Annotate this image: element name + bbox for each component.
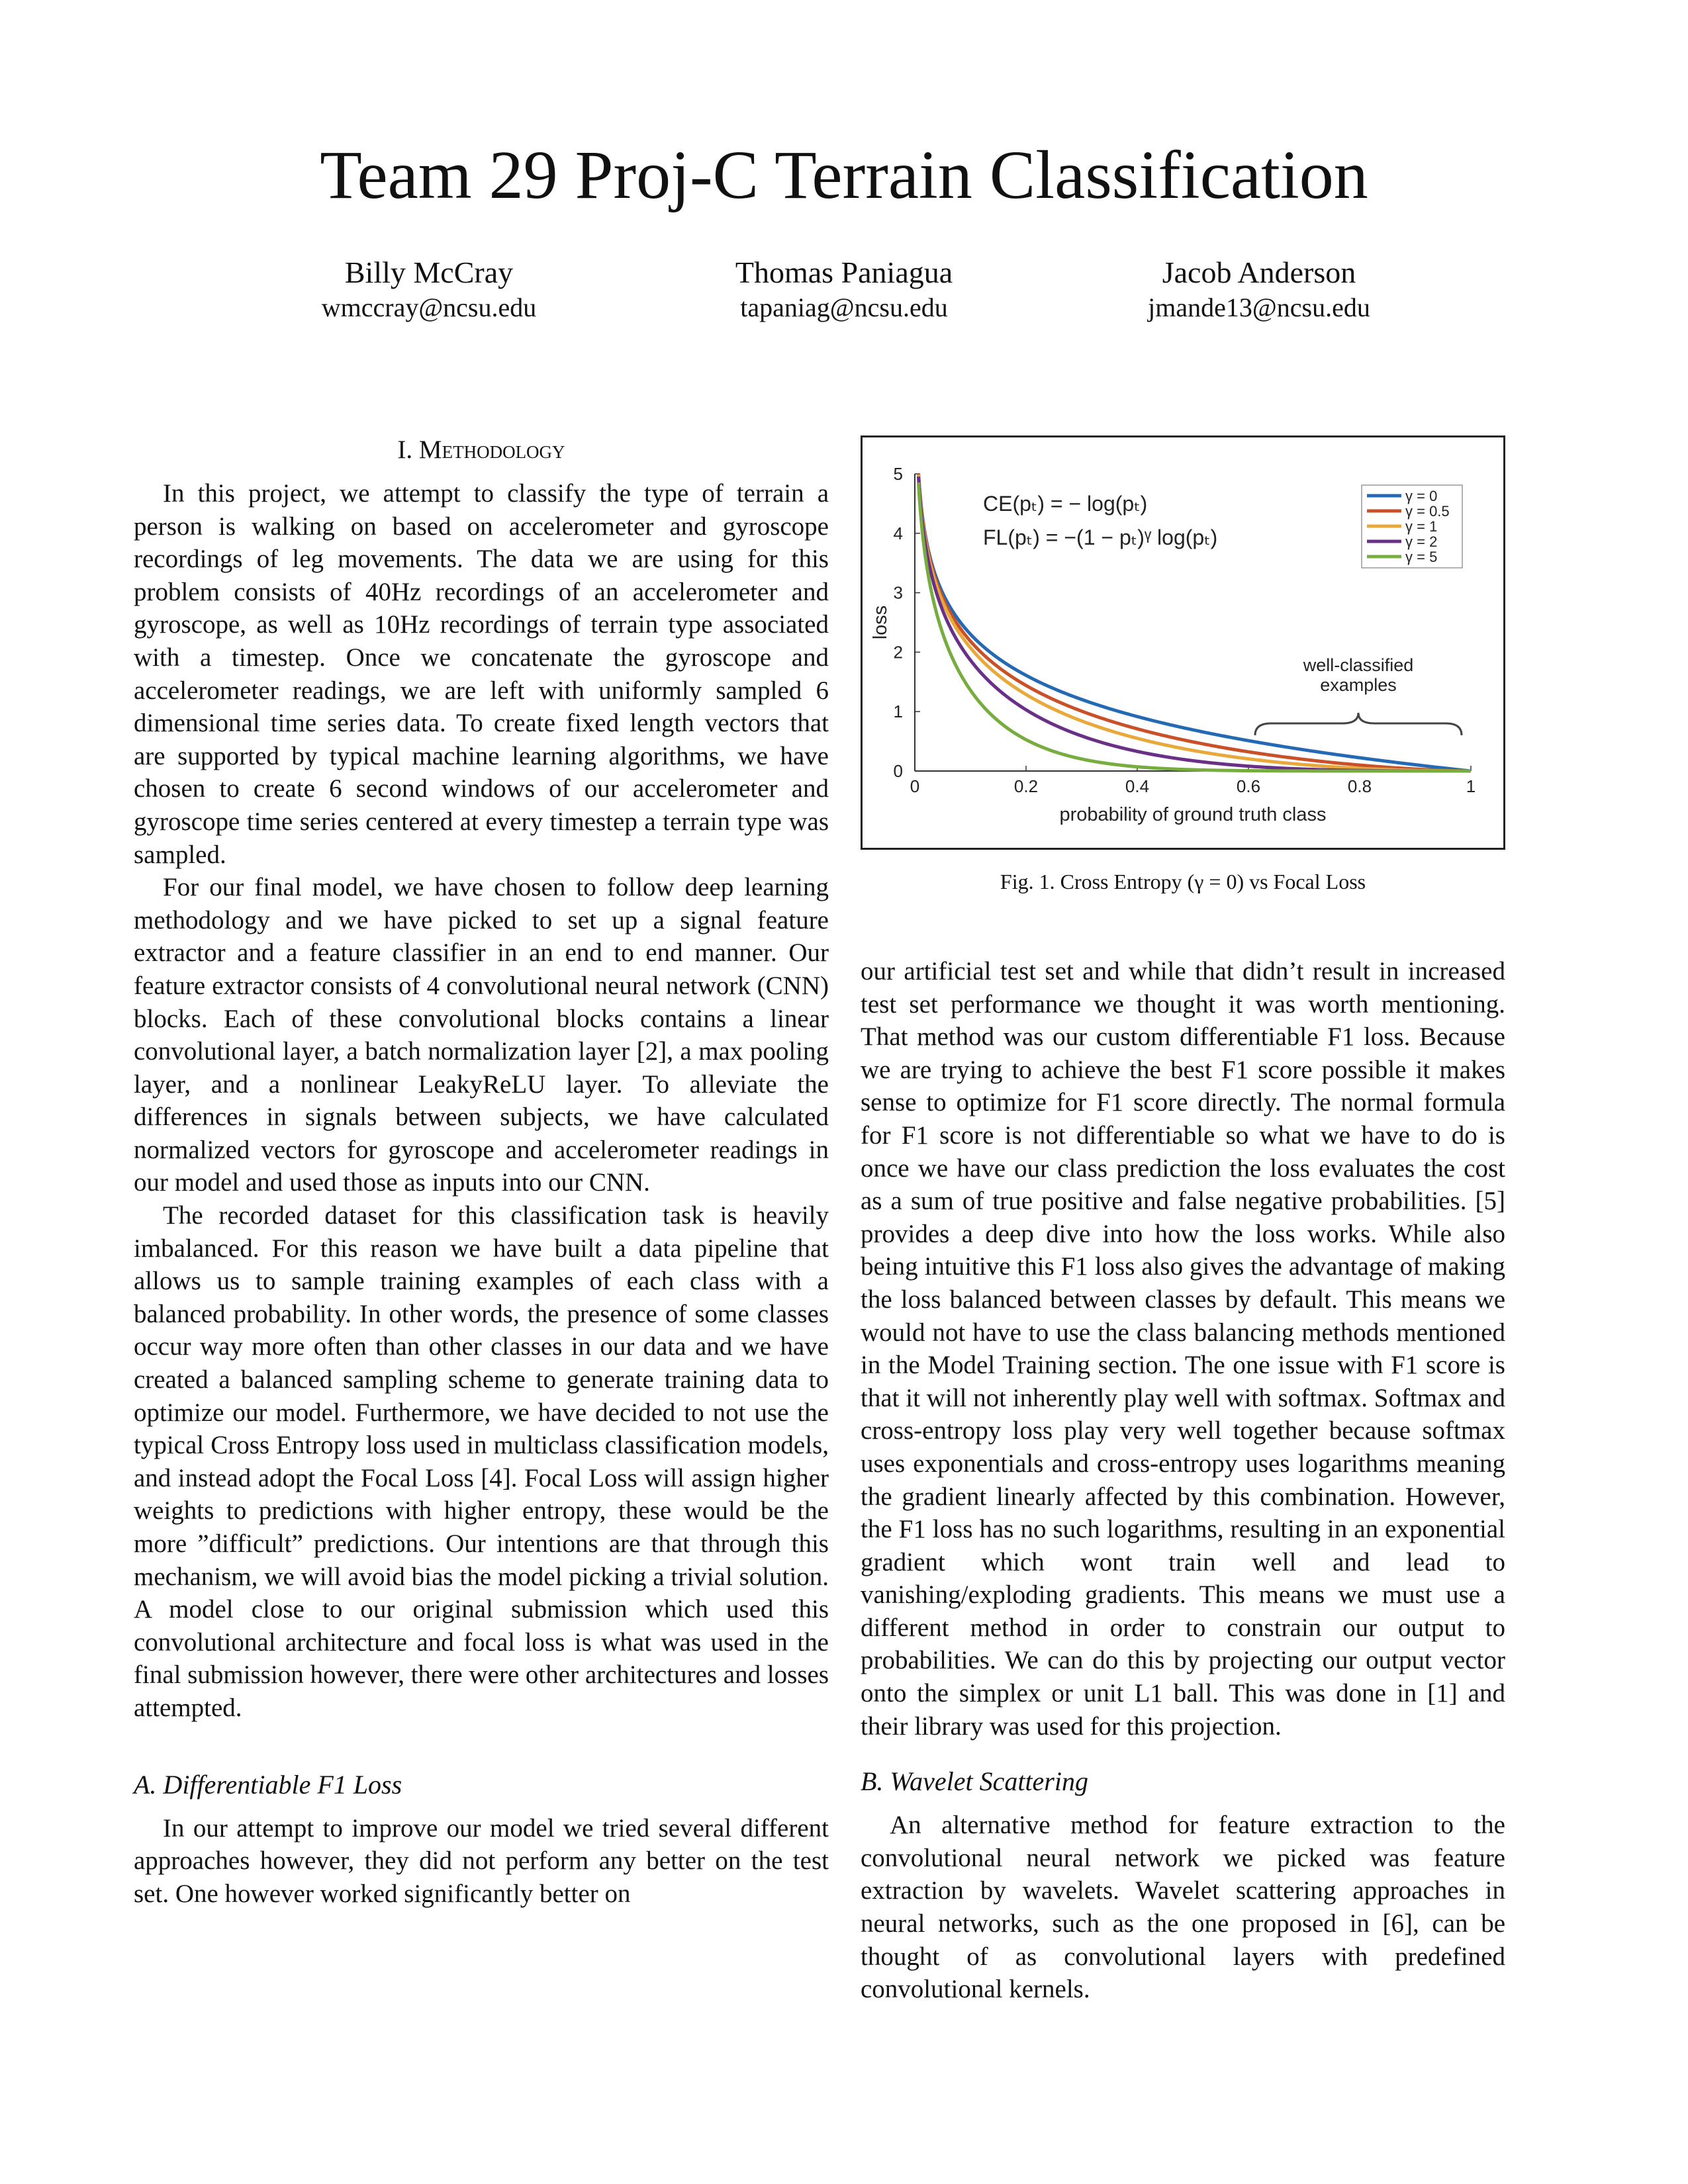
x-tick-label: 0.4 [1125,776,1150,796]
y-axis-label: loss [870,605,891,640]
annotation-label: examples [1320,675,1397,695]
author-name: Jacob Anderson [1162,255,1356,289]
figure-caption: Fig. 1. Cross Entropy (γ = 0) vs Focal Loss [1000,870,1366,893]
author-block [1027,254,1491,324]
legend-label: γ = 2 [1405,533,1438,550]
author-email: tapaniag@ncsu.edu [740,293,948,322]
y-tick-label: 5 [893,464,903,484]
y-tick-label: 4 [893,523,903,543]
figure-frame [861,435,1505,850]
subsection-heading: A. Differentiable F1 Loss [134,1769,402,1799]
body-paragraph: In our attempt to improve our model we tried several different approaches however, they did not perform any better on the test set. One however worked significantly better on [134,1813,829,1908]
annotation-brace [1255,713,1462,735]
author-block [197,254,661,324]
annotation-label: well-classified [1303,655,1414,675]
y-tick-label: 2 [893,642,903,662]
legend-label: γ = 0 [1405,488,1438,504]
focal-loss-chart [863,437,1503,848]
body-paragraph: our artificial test set and while that didn’t result in increased test set performance we thought it was worth mentioning. That method was our custom differentiable F1 loss. Because we are trying to achieve the best F1 score possible it makes sense to optimize for F1 score directly. The normal formula for F1 score is not differentiable so what we have to do is once we have our class prediction the loss evaluates the cost as a sum of true positive and false negative probabilities. [5] provides a deep dive into how the loss works. While also being intuitive this F1 loss also gives the advantage of making the loss balanced between classes by default. This means we would not have to use the class balancing methods mentioned in the Model Training section. The one issue with F1 score is that it will not inherently play well with softmax. Softmax and cross-entropy loss play very well together because softmax uses exponentials and cross-entropy uses logarithms meaning the gradient linearly affected by this combination. However, the F1 loss has no such logarithms, resulting in an exponential gradient which wont train well and lead to vanishing/exploding gradients. This means we must use a different method in order to constrain our output to probabilities. We can do this by projecting our output vector onto the simplex or unit L1 ball. This was done in [1] and their library was used for this projection. [861,957,1505,1741]
y-tick-label: 3 [893,582,903,603]
equation-ce: CE(pₜ) = − log(pₜ) [983,492,1148,516]
subsection-heading: B. Wavelet Scattering [861,1766,1088,1797]
author-email: jmande13@ncsu.edu [1148,293,1370,322]
right-column [861,955,1505,2006]
paper-title: Team 29 Proj-C Terrain Classification [320,137,1368,213]
left-column [134,433,829,1910]
x-tick-label: 0.6 [1236,776,1261,796]
legend-label: γ = 0.5 [1405,503,1450,520]
section-heading: I. Methodology [397,435,565,464]
equation-fl: FL(pₜ) = −(1 − pₜ)ᵞ log(pₜ) [983,525,1218,549]
body-paragraph: For our final model, we have chosen to follow deep learning methodology and we have picked to set up a signal feature extractor and a feature classifier in an end to end manner. Our feature extractor consists of 4 convolutional neural network (CNN) blocks. Each of these convolutional blocks contains a linear convolutional layer, a batch normalization layer [2], a max pooling layer, and a nonlinear LeakyReLU layer. To alleviate the differences in signals between subjects, we have calculated normalized vectors for gyroscope and accelerometer readings in our model and used those as inputs into our CNN. [134,873,829,1197]
author-name: Billy McCray [344,255,514,289]
author-block [612,254,1076,324]
y-tick-label: 0 [893,761,903,781]
x-tick-label: 1 [1466,776,1476,796]
x-axis-label: probability of ground truth class [1059,804,1327,825]
x-tick-label: 0.2 [1013,776,1039,796]
x-tick-label: 0.8 [1347,776,1372,796]
y-tick-label: 1 [893,702,903,722]
body-paragraph: An alternative method for feature extraction to the convolutional neural network we picked was feature extraction by wavelets. Wavelet scattering approaches in neural networks, such as the one proposed in [6], can be thought of as convolutional layers with predefined convolutional kernels. [861,1811,1505,2004]
legend-label: γ = 5 [1405,549,1438,565]
legend-label: γ = 1 [1405,518,1438,535]
author-email: wmccray@ncsu.edu [321,293,537,322]
author-name: Thomas Paniagua [735,255,953,289]
body-paragraph: In this project, we attempt to classify the type of terrain a person is walking on based on accelerometer and gyroscope recordings of leg movements. The data we are using for this problem consists of 40Hz recordings of an accelerometer and gyroscope, as well as 10Hz recordings of terrain type associated with a timestep. Once we concatenate the gyroscope and accelerometer readings, we are left with uniformly sampled 6 dimensional time series data. To create fixed length vectors that are supported by typical machine learning algorithms, we have chosen to create 6 second windows of our accelerometer and gyroscope time series centered at every timestep a terrain type was sampled. [134,479,829,869]
body-paragraph: The recorded dataset for this classification task is heavily imbalanced. For this reason we have built a data pipeline that allows us to sample training examples of each class with a balanced probability. In other words, the presence of some classes occur way more often than other classes in our data and we have created a balanced sampling scheme to generate training data to optimize our model. Furthermore, we have decided to not use the typical Cross Entropy loss used in multiclass classification models, and instead adopt the Focal Loss [4]. Focal Loss will assign higher weights to predictions with higher entropy, these would be the more ”difficult” predictions. Our intentions are that through this mechanism, we will avoid bias the model picking a trivial solution. A model close to our original submission which used this convolutional architecture and focal loss is what was used in the final submission however, there were other architectures and losses attempted. [134,1201,829,1722]
x-tick-label: 0 [910,776,920,796]
